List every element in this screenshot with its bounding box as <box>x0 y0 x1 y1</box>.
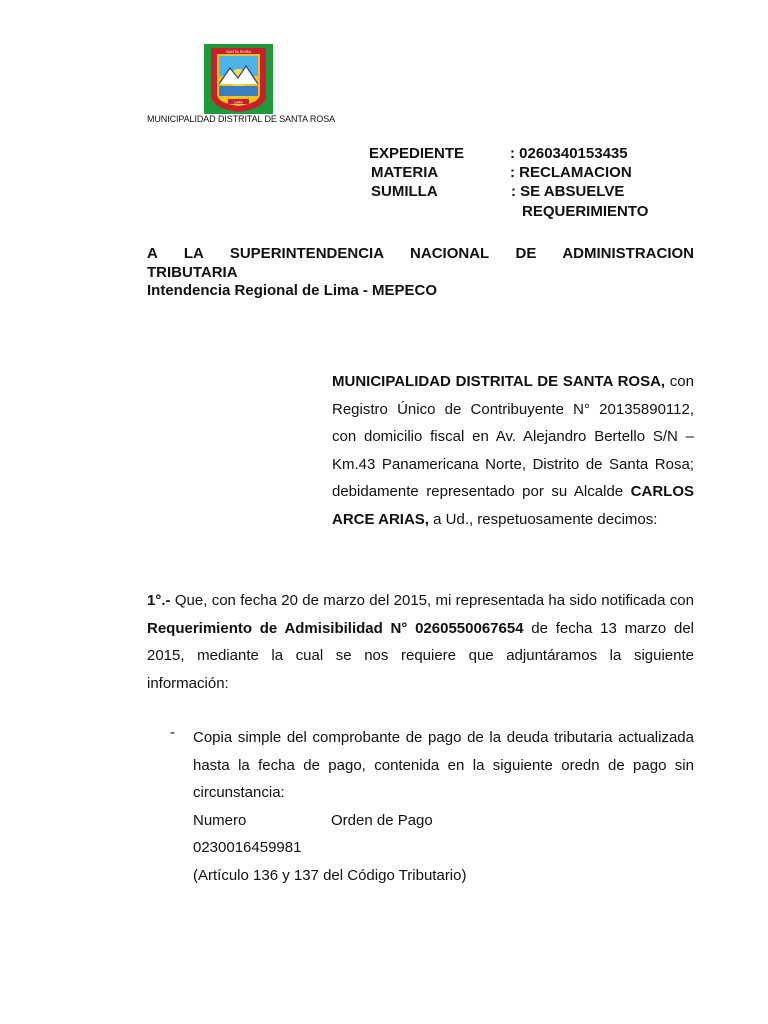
addressee-line-2: TRIBUTARIA <box>147 263 238 281</box>
entity-name: MUNICIPALIDAD DISTRITAL DE SANTA ROSA, <box>332 373 666 390</box>
paragraph-1-text-2: de fecha 13 marzo del 2015, mediante la cual se nos requiere que adjuntáramos la siguiente información: <box>147 619 694 692</box>
list-item-text: Copia simple del comprobante de pago de la deuda tributaria actualizada hasta la fecha de pago, contenida en la siguiente oredn de pago sin circunstancia: <box>193 729 694 801</box>
sumilla-value-continued: REQUERIMIENTO <box>522 203 649 220</box>
mayor-name: CARLOS ARCE ARIAS, <box>332 483 694 528</box>
legal-reference: (Artículo 136 y 137 del Código Tributario) <box>193 866 467 884</box>
expediente-label: EXPEDIENTE <box>369 145 465 162</box>
materia-value: : RECLAMACION <box>510 164 632 181</box>
order-table-header <box>193 807 694 835</box>
list-item <box>193 724 694 889</box>
materia-label: MATERIA <box>371 164 439 181</box>
municipal-crest-logo <box>204 44 273 114</box>
intro-text-1: con Registro Único de Contribuyente N° 20135890112, con domicilio fiscal en Av. Alejandro Bertello S/N – Km.43 Panamericana Norte, Distrito de Santa Rosa; debidamente representado por su Alcalde <box>332 373 694 501</box>
intro-text-2: a Ud., respetuosamente decimos: <box>428 510 658 528</box>
order-number: 0230016459981 <box>193 839 302 856</box>
column-header-numero: Numero <box>193 811 247 829</box>
sumilla-label: SUMILLA <box>371 183 438 200</box>
list-bullet: - <box>170 724 175 741</box>
logo-bottom-text: LIMA <box>234 100 243 105</box>
paragraph-1 <box>147 587 694 697</box>
paragraph-1-text-1: Que, con fecha 20 de marzo del 2015, mi representada ha sido notificada con <box>170 592 694 609</box>
paragraph-number: 1°.- <box>147 592 171 609</box>
addressee-line-3: Intendencia Regional de Lima - MEPECO <box>147 282 438 299</box>
expediente-value: : 0260340153435 <box>510 145 628 162</box>
requirement-reference: Requerimiento de Admisibilidad N° 0260550067654 <box>147 619 524 637</box>
logo-top-text: SANTA ROSA <box>225 49 252 54</box>
addressee-block <box>147 245 694 301</box>
intro-paragraph <box>332 368 694 534</box>
addressee-line-1: A LA SUPERINTENDENCIA NACIONAL DE ADMINISTRACION <box>147 245 694 262</box>
org-caption: MUNICIPALIDAD DISTRITAL DE SANTA ROSA <box>147 114 335 124</box>
sumilla-value: : SE ABSUELVE <box>511 183 625 200</box>
column-header-orden: Orden de Pago <box>331 811 433 829</box>
